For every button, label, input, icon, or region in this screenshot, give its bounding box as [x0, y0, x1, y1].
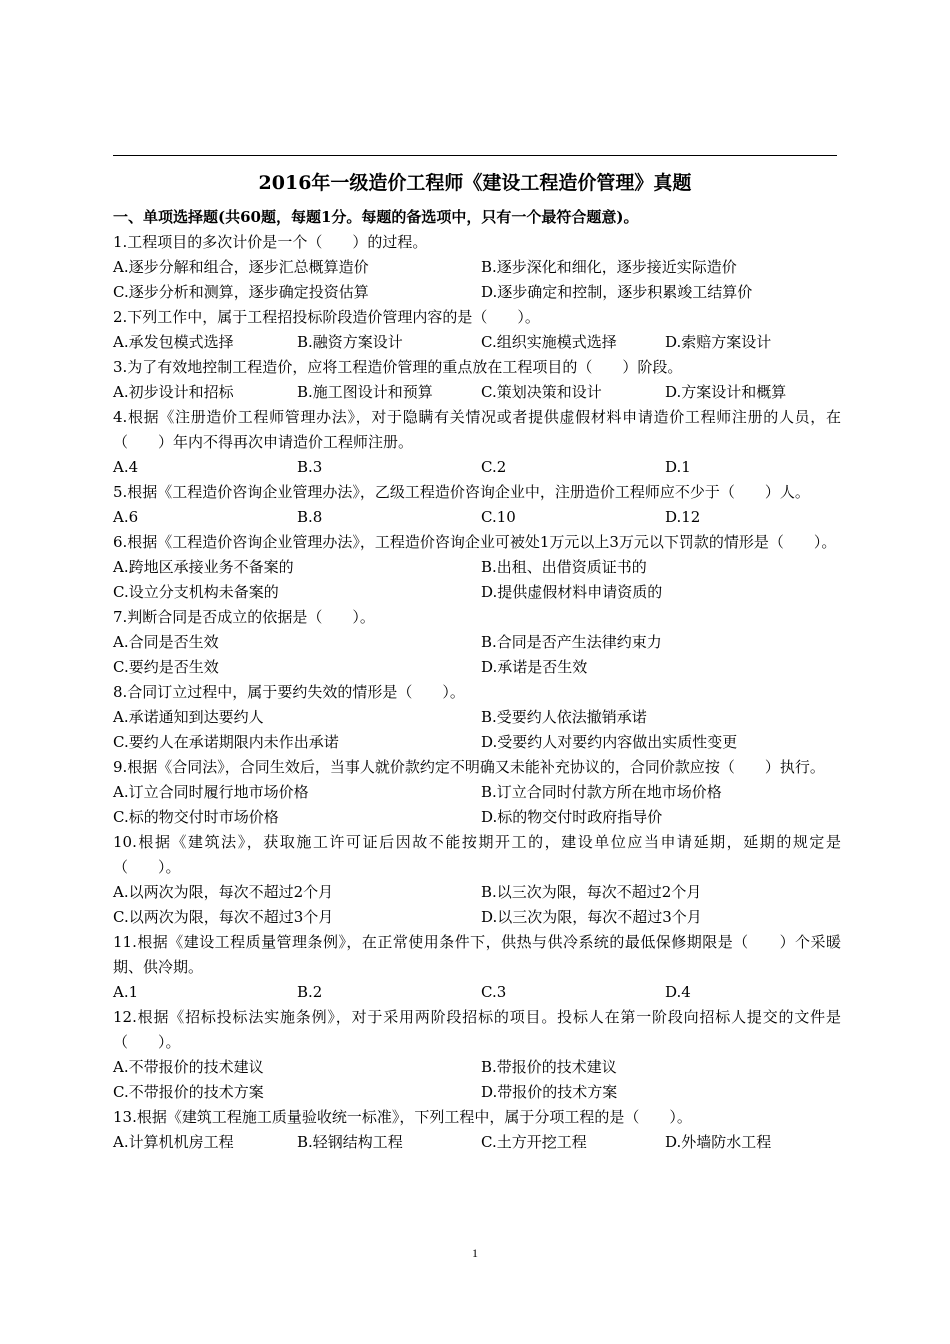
option-row — [113, 980, 841, 1005]
option-row — [113, 730, 841, 755]
option-d: D.承诺是否生效 — [481, 658, 588, 676]
option-row — [113, 280, 841, 305]
question-text: 3.为了有效地控制工程造价，应将工程造价管理的重点放在工程项目的（ ）阶段。 — [113, 358, 683, 376]
option-row — [113, 580, 841, 605]
option-row — [113, 630, 841, 655]
option-b: B.施工图设计和预算 — [297, 383, 433, 401]
option-c: C.2 — [481, 458, 507, 476]
section-heading: 一、单项选择题(共60题，每题1分。每题的备选项中，只有一个最符合题意)。 — [113, 208, 639, 226]
question-list — [113, 205, 841, 1155]
option-a: A.承发包模式选择 — [113, 333, 234, 351]
header-rule — [113, 155, 837, 156]
option-d: D.4 — [665, 983, 691, 1001]
question-text: 10.根据《建筑法》，获取施工许可证后因故不能按期开工的，建设单位应当申请延期，延期的规定是（ ）。 — [113, 833, 841, 876]
option-row — [113, 705, 841, 730]
option-a: A.6 — [113, 508, 139, 526]
page-number: 1 — [472, 1246, 478, 1260]
option-c: C.以两次为限，每次不超过3个月 — [113, 908, 334, 926]
option-c: C.10 — [481, 508, 516, 526]
question-text: 5.根据《工程造价咨询企业管理办法》，乙级工程造价咨询企业中，注册造价工程师应不少于（ ）人。 — [113, 483, 810, 501]
option-b: B.合同是否产生法律约束力 — [481, 633, 662, 651]
option-b: B.订立合同时付款方所在地市场价格 — [481, 783, 722, 801]
option-b: B.融资方案设计 — [297, 333, 403, 351]
option-row — [113, 780, 841, 805]
option-d: D.1 — [665, 458, 691, 476]
option-row — [113, 255, 841, 280]
question-text: 6.根据《工程造价咨询企业管理办法》，工程造价咨询企业可被处1万元以上3万元以下罚款的情形是（ ）。 — [113, 533, 837, 551]
option-b: B.以三次为限，每次不超过2个月 — [481, 883, 702, 901]
option-row — [113, 330, 841, 355]
option-b: B.受要约人依法撤销承诺 — [481, 708, 647, 726]
option-c: C.逐步分析和测算，逐步确定投资估算 — [113, 283, 369, 301]
question-text: 1.工程项目的多次计价是一个（ ）的过程。 — [113, 233, 428, 251]
option-d: D.逐步确定和控制，逐步积累竣工结算价 — [481, 283, 753, 301]
option-d: D.索赔方案设计 — [665, 333, 772, 351]
option-row — [113, 1055, 841, 1080]
option-a: A.承诺通知到达要约人 — [113, 708, 264, 726]
option-row — [113, 1130, 841, 1155]
option-d: D.提供虚假材料申请资质的 — [481, 583, 663, 601]
option-c: C.土方开挖工程 — [481, 1133, 587, 1151]
option-a: A.以两次为限，每次不超过2个月 — [113, 883, 334, 901]
option-row — [113, 505, 841, 530]
option-a: A.订立合同时履行地市场价格 — [113, 783, 309, 801]
option-a: A.逐步分解和组合，逐步汇总概算造价 — [113, 258, 369, 276]
question-text: 8.合同订立过程中，属于要约失效的情形是（ ）。 — [113, 683, 465, 701]
option-d: D.12 — [665, 508, 701, 526]
option-row — [113, 655, 841, 680]
option-row — [113, 555, 841, 580]
option-d: D.以三次为限，每次不超过3个月 — [481, 908, 702, 926]
option-d: D.受要约人对要约内容做出实质性变更 — [481, 733, 738, 751]
option-b: B.2 — [297, 983, 323, 1001]
question-text: 11.根据《建设工程质量管理条例》，在正常使用条件下，供热与供冷系统的最低保修期限是（ ）个采暖期、供冷期。 — [113, 933, 841, 976]
option-row — [113, 805, 841, 830]
option-a: A.跨地区承接业务不备案的 — [113, 558, 294, 576]
option-b: B.3 — [297, 458, 323, 476]
option-b: B.带报价的技术建议 — [481, 1058, 617, 1076]
question-text: 7.判断合同是否成立的依据是（ ）。 — [113, 608, 375, 626]
option-a: A.初步设计和招标 — [113, 383, 234, 401]
option-d: D.带报价的技术方案 — [481, 1083, 618, 1101]
option-a: A.合同是否生效 — [113, 633, 219, 651]
option-c: C.要约是否生效 — [113, 658, 219, 676]
option-c: C.不带报价的技术方案 — [113, 1083, 264, 1101]
option-b: B.轻钢结构工程 — [297, 1133, 403, 1151]
option-a: A.1 — [113, 983, 139, 1001]
question-text: 9.根据《合同法》，合同生效后，当事人就价款约定不明确又未能补充协议的，合同价款应按（ ）执行。 — [113, 758, 825, 776]
option-a: A.不带报价的技术建议 — [113, 1058, 264, 1076]
option-b: B.8 — [297, 508, 323, 526]
option-c: C.组织实施模式选择 — [481, 333, 617, 351]
question-text: 12.根据《招标投标法实施条例》，对于采用两阶段招标的项目。投标人在第一阶段向招标人提交的文件是（ ）。 — [113, 1008, 841, 1051]
option-b: B.逐步深化和细化，逐步接近实际造价 — [481, 258, 737, 276]
option-c: C.3 — [481, 983, 507, 1001]
page-title: 2016年一级造价工程师《建设工程造价管理》真题 — [258, 172, 692, 194]
option-d: D.方案设计和概算 — [665, 383, 787, 401]
option-c: C.要约人在承诺期限内未作出承诺 — [113, 733, 339, 751]
option-row — [113, 380, 841, 405]
option-row — [113, 905, 841, 930]
option-a: A.计算机机房工程 — [113, 1133, 234, 1151]
option-c: C.标的物交付时市场价格 — [113, 808, 279, 826]
option-d: D.标的物交付时政府指导价 — [481, 808, 663, 826]
option-d: D.外墙防水工程 — [665, 1133, 772, 1151]
option-c: C.设立分支机构未备案的 — [113, 583, 279, 601]
option-a: A.4 — [113, 458, 139, 476]
question-text: 4.根据《注册造价工程师管理办法》，对于隐瞒有关情况或者提供虚假材料申请造价工程师注册的人员，在（ ）年内不得再次申请造价工程师注册。 — [113, 408, 841, 451]
option-row — [113, 1080, 841, 1105]
option-c: C.策划决策和设计 — [481, 383, 602, 401]
question-text: 2.下列工作中，属于工程招投标阶段造价管理内容的是（ ）。 — [113, 308, 540, 326]
question-text: 13.根据《建筑工程施工质量验收统一标准》，下列工程中，属于分项工程的是（ ）。 — [113, 1108, 692, 1126]
option-b: B.出租、出借资质证书的 — [481, 558, 647, 576]
option-row — [113, 455, 841, 480]
option-row — [113, 880, 841, 905]
